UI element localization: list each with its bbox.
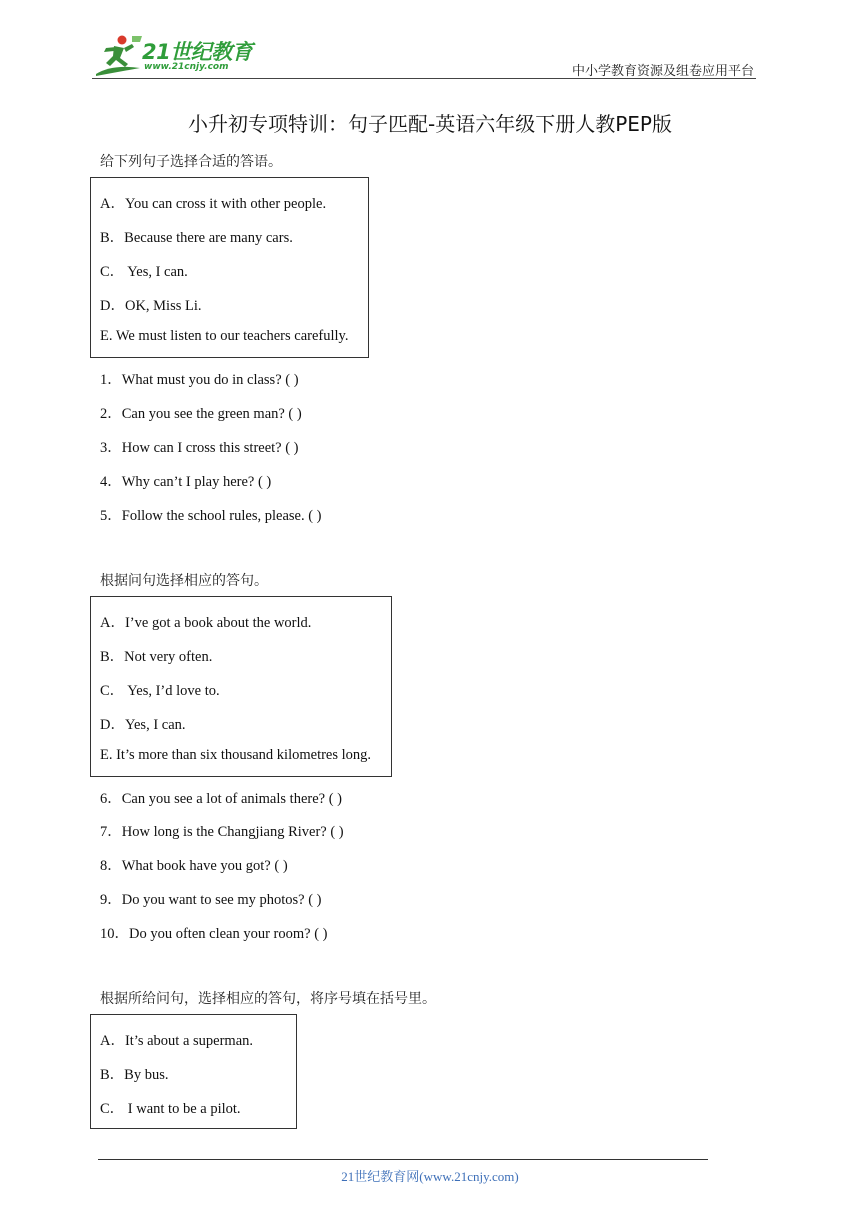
question-9: 9．Do you want to see my photos? ( ): [100, 892, 322, 908]
question-7: 7．How long is the Changjiang River? ( ): [100, 824, 344, 840]
footer-divider: [98, 1159, 708, 1160]
option-c: C． Yes, I can.: [100, 264, 188, 280]
question-10: 10．Do you often clean your room? ( ): [100, 926, 328, 942]
page-header: [0, 0, 860, 80]
option-a: A．You can cross it with other people.: [100, 196, 327, 212]
logo-text: 21世纪教育: [142, 40, 253, 64]
option-d: D．Yes, I can.: [100, 717, 186, 733]
section-1-instruction: 给下列句子选择合适的答语。: [100, 154, 282, 170]
footer-link[interactable]: 21世纪教育网(www.21cnjy.com): [341, 1169, 519, 1184]
question-2: 2．Can you see the green man? ( ): [100, 406, 302, 422]
option-c: C． I want to be a pilot.: [100, 1101, 241, 1117]
question-8: 8．What book have you got? ( ): [100, 858, 288, 874]
option-e: E. We must listen to our teachers carefully.: [100, 328, 349, 344]
section-2-instruction: 根据问句选择相应的答句。: [100, 573, 268, 589]
option-b: B．By bus.: [100, 1067, 169, 1083]
section-3-instruction: 根据所给问句，选择相应的答句，将序号填在括号里。: [100, 991, 436, 1007]
site-logo[interactable]: [92, 34, 262, 78]
option-b: B．Because there are many cars.: [100, 230, 293, 246]
section-3-options-box: [90, 1014, 297, 1129]
option-a: A．I’ve got a book about the world.: [100, 615, 312, 631]
option-a: A．It’s about a superman.: [100, 1033, 254, 1049]
runner-icon: [92, 34, 144, 78]
question-4: 4．Why can’t I play here? ( ): [100, 474, 272, 490]
header-divider: [92, 78, 756, 79]
question-5: 5．Follow the school rules, please. ( ): [100, 508, 322, 524]
page-title: 小升初专项特训：句子匹配-英语六年级下册人教PEP版: [188, 112, 672, 136]
option-d: D．OK, Miss Li.: [100, 298, 202, 314]
section-2-options-box: [90, 596, 392, 777]
header-tagline: 中小学教育资源及组卷应用平台: [571, 64, 754, 79]
question-1: 1．What must you do in class? ( ): [100, 372, 299, 388]
question-6: 6．Can you see a lot of animals there? ( ): [100, 791, 342, 807]
question-3: 3．How can I cross this street? ( ): [100, 440, 299, 456]
logo-url: www.21cnjy.com: [144, 62, 229, 72]
section-1-options-box: [90, 177, 369, 358]
option-b: B．Not very often.: [100, 649, 213, 665]
option-c: C． Yes, I’d love to.: [100, 683, 220, 699]
option-e: E. It’s more than six thousand kilometres long.: [100, 747, 372, 763]
